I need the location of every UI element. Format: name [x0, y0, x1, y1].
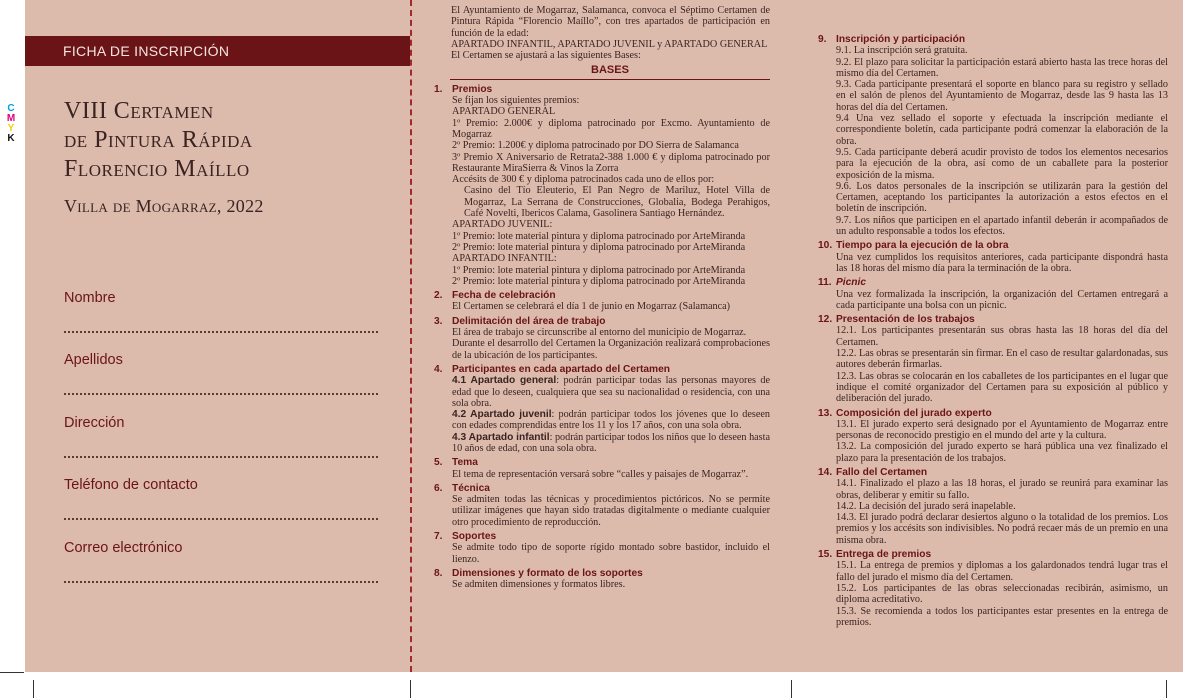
trim-mark	[791, 680, 792, 698]
fold-line	[410, 0, 412, 672]
trim-mark	[33, 680, 34, 698]
cmyk-marks: C M Y K	[6, 103, 16, 144]
field-line-telefono[interactable]	[64, 518, 378, 520]
section-tiempo: 10. Tiempo para la ejecución de la obra Una vez cumplidos los requisitos anteriores, cada participante dispondrá hasta las 18 horas del mismo día para la terminación de la obra.	[818, 240, 1168, 274]
section-fallo: 14. Fallo del Certamen 14.1. Finalizado el plazo a las 18 horas, el jurado se reunirá para examinar las obras, deliberar y emitir su fallo. 14.2. La decisión del jurado será inapelable. 14.3. El jurado podrá declarar desiertos alguno o la totalidad de los premios. Los premios y los accésits son indivisibles. No podrá recaer más de un premio en una misma obra.	[818, 466, 1168, 546]
field-line-nombre[interactable]	[64, 331, 378, 333]
trim-mark	[1166, 680, 1167, 698]
field-label-apellidos: Apellidos	[64, 352, 123, 368]
section-soportes: 7. Soportes Se admite todo tipo de soporte rígido montado sobre bastidor, incluido el lienzo.	[434, 531, 770, 565]
bases-column-middle	[428, 5, 770, 591]
certamen-subtitle: Villa de Mogarraz, 2022	[64, 196, 264, 216]
field-label-direccion: Dirección	[64, 415, 125, 431]
trim-mark	[410, 680, 411, 698]
section-inscripcion: 9. Inscripción y participación 9.1. La inscripción será gratuita. 9.2. El plazo para solicitar la participación estará abierto hasta las trece horas del mismo día del Certamen. 9.3. Cada participante presentará el soporte en blanco para su registro y sellado en el salón de plenos del Ayuntamiento de Mogarraz, desde las 9 hasta las 13 horas del día del Certamen. 9.4 Una vez sellado el soporte y efectuada la inscripción mediante el correspondiente boletín, cada participante podrá comenzar la elaboración de la obra. 9.5. Cada participante deberá acudir provisto de todos los elementos necesarios para la ejecución de la obra, así como de un caballete para la posterior exposición de la misma. 9.6. Los datos personales de la inscripción se utilizarán para la gestión del Certamen, aceptando los participantes la autorización a estos efectos en el boletín de inscripción. 9.7. Los niños que participen en el apartado infantil deberán ir acompañados de un adulto responsable a todos los efectos.	[818, 34, 1168, 238]
section-tema: 5. Tema El tema de representación versará sobre “calles y paisajes de Mogarraz”.	[434, 457, 749, 480]
section-fecha: 2. Fecha de celebración El Certamen se celebrará el día 1 de junio en Mogarraz (Salamanca)	[434, 290, 731, 313]
section-area: 3. Delimitación del área de trabajo El área de trabajo se circunscribe al entorno del municipio de Mogarraz. Durante el desarrollo del Certamen la Organización realizará comprobaciones de la ubicación de los participantes.	[434, 315, 770, 361]
certamen-title: VIII Certamen de Pintura Rápida Florencio Maíllo	[64, 98, 253, 182]
section-participantes: 4. Participantes en cada apartado del Certamen 4.1 Apartado general: podrán participar todas las personas mayores de edad que lo deseen, cualquiera que sea su nacionalidad o residencia, con una sola obra. 4.2 Apartado juvenil: podrán participar todos los jóvenes que lo deseen con edades comprendidas entre los 11 y los 17 años, con una sola obra. 4.3 Apartado infantil: podrán participar todos los niños que lo deseen hasta 10 años de edad, con una sola obra.	[434, 363, 770, 454]
field-label-telefono: Teléfono de contacto	[64, 477, 198, 493]
section-picnic: 11. Picnic Una vez formalizada la inscripción, la organización del Certamen entregará a cada participante una bolsa con un picnic.	[818, 277, 1168, 311]
section-presentacion: 12. Presentación de los trabajos 12.1. Los participantes presentarán sus obras hasta las 18 horas del día del Certamen. 12.2. Las obras se presentarán sin firmar. En el caso de resultar galardonadas, sus autores deberán firmarlas. 12.3. Las obras se colocarán en los caballetes de los participantes en el lugar que indique el comité organizador del Certamen para su exposición al público y deliberación del jurado.	[818, 314, 1168, 405]
field-label-correo: Correo electrónico	[64, 540, 183, 556]
trim-mark	[0, 672, 24, 673]
field-line-apellidos[interactable]	[64, 393, 378, 395]
bases-title: BASES	[591, 64, 629, 77]
section-dimensiones: 8. Dimensiones y formato de los soportes Se admiten dimensiones y formatos libres.	[434, 567, 643, 591]
intro-text: El Ayuntamiento de Mogarraz, Salamanca, convoca el Séptimo Certamen de Pintura Rápida “Florencio Maíllo”, con tres apartados de participación en función de la edad: APARTADO INFANTIL, APARTADO JUVENIL y APARTADO GENERAL El Certamen se ajustará a las siguientes Bases:	[451, 5, 770, 62]
section-tecnica: 6. Técnica Se admiten todas las técnicas y procedimientos pictóricos. No se permite utilizar imágenes que hayan sido tratadas digitalmente o mediante cualquier otro procedimiento de reproducción.	[434, 482, 770, 528]
field-line-direccion[interactable]	[64, 456, 378, 458]
field-label-nombre: Nombre	[64, 290, 116, 306]
section-entrega: 15. Entrega de premios 15.1. La entrega de premios y diplomas a los galardonados tendrá lugar tras el fallo del jurado el mismo día del Certamen. 15.2. Los participantes de las obras seleccionadas recibirán, asimismo, un diploma acreditativo. 15.3. Se recomienda a todos los participantes estar presentes en la entrega de premios.	[818, 549, 1168, 628]
field-line-correo[interactable]	[64, 581, 378, 583]
bases-column-right	[812, 34, 1168, 628]
ficha-header: FICHA DE INSCRIPCIÓN	[25, 36, 410, 66]
section-premios: 1. Premios Se fijan los siguientes premios: APARTADO GENERAL 1º Premio: 2.000€ y diploma patrocinado por Excmo. Ayuntamiento de Mogarraz 2º Premio: 1.200€ y diploma patrocinado por DO Sierra de Salamanca 3º Premio X Aniversario de Retrata2-388 1.000 € y diploma patrocinado por Restaurante MiraSierra & Vinos la Zorra Accésits de 300 € y diploma patrocinados cada uno de ellos por: Casino del Tío Eleuterio, El Pan Negro de Mariluz, Hotel Villa de Mogarraz, La Serrana de Construcciones, Globalia, Bodega Perahigos, Café Novelti, Ibericos Calama, Gasolinera Santiago Hernández. APARTADO JUVENIL: 1º Premio: lote material pintura y diploma patrocinado por ArteMiranda 2º Premio: lote material pintura y diploma patrocinado por ArteMiranda APARTADO INFANTIL: 1º Premio: lote material pintura y diploma patrocinado por ArteMiranda 2º Premio: lote material pintura y diploma patrocinado por ArteMiranda	[434, 83, 770, 287]
bases-rule	[450, 79, 770, 80]
section-jurado: 13. Composición del jurado experto 13.1. El jurado experto será designado por el Ayuntamiento de Mogarraz entre personas de reconocido prestigio en el mundo del arte y la cultura. 13.2. La composición del jurado experto se hará pública una vez finalizado el plazo para la presentación de los trabajos.	[818, 407, 1168, 464]
